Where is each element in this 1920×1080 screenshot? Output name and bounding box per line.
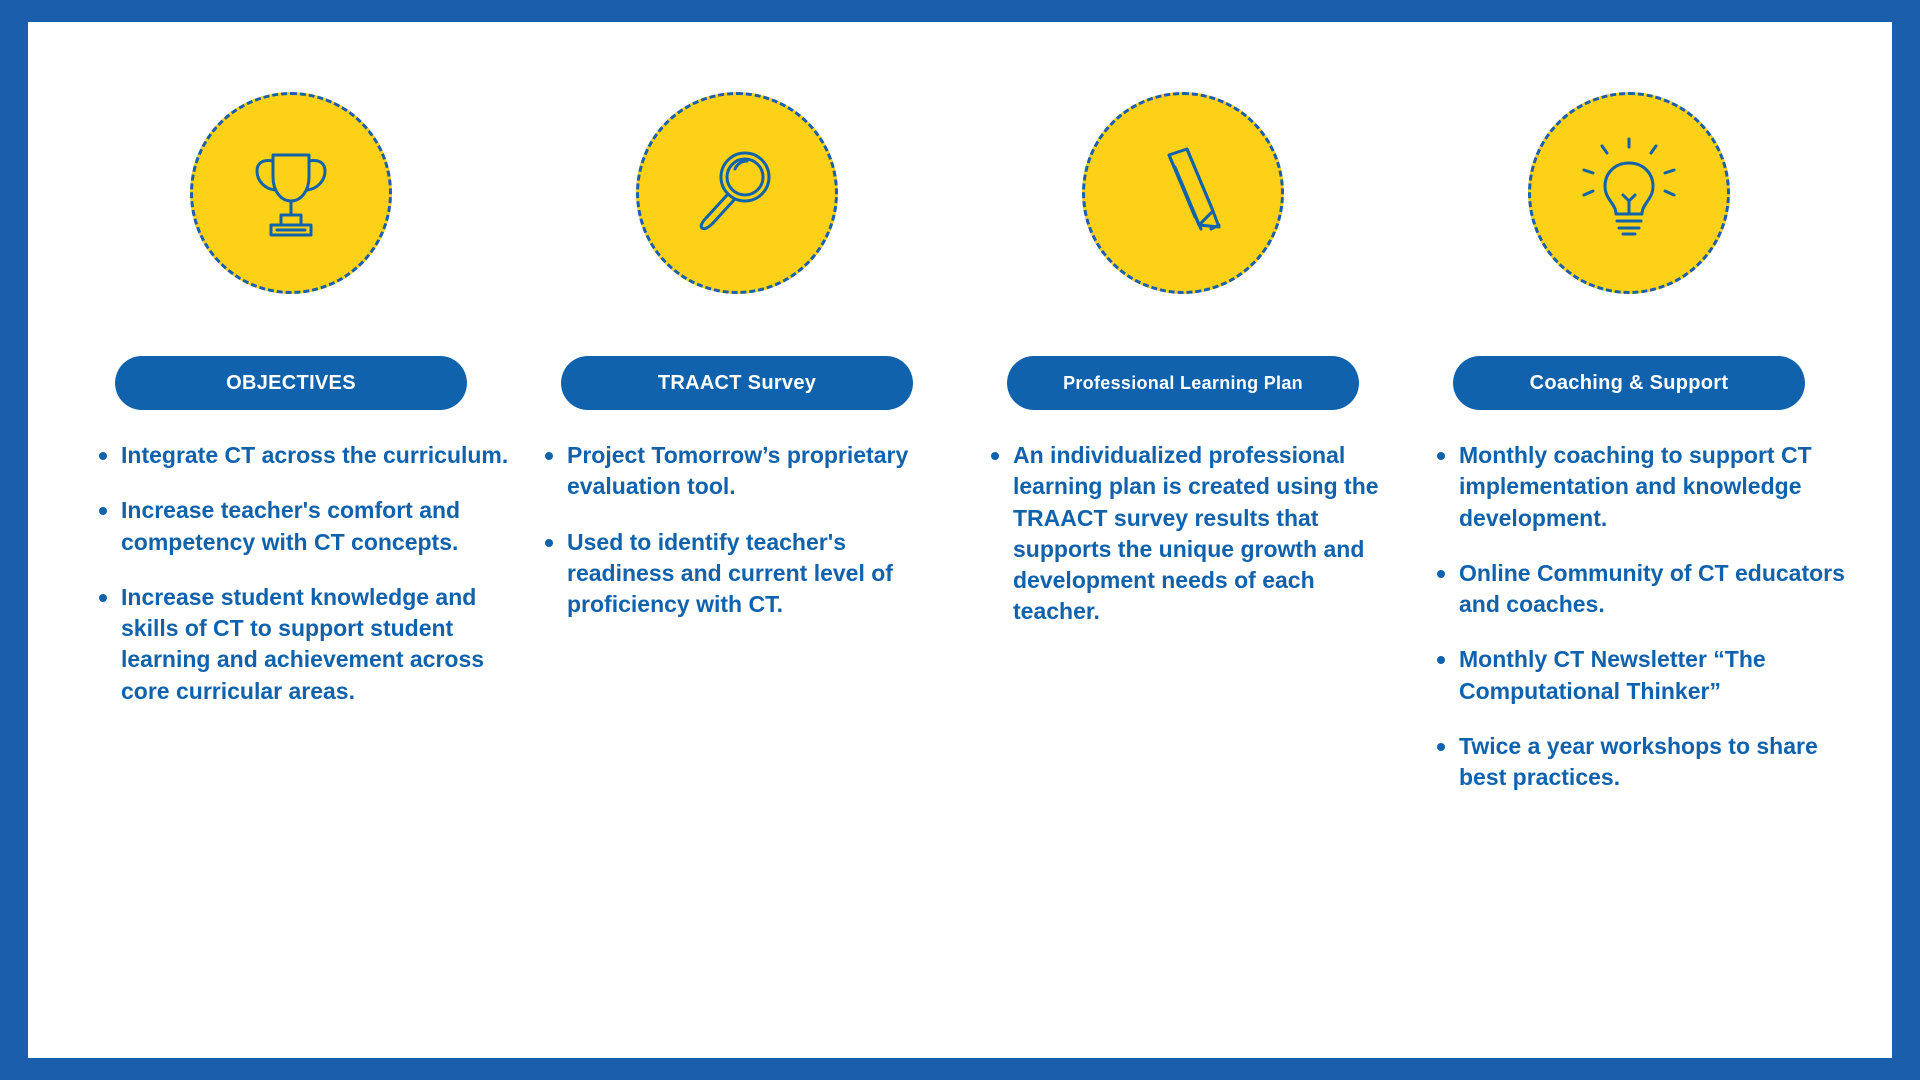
- column-objectives: [68, 92, 514, 1038]
- points-list-professional-learning-plan: [965, 440, 1401, 652]
- column-coaching-support: [1406, 92, 1852, 1038]
- columns-container: [28, 22, 1892, 1058]
- list-item: Monthly CT Newsletter “The Computational Thinker”: [1437, 644, 1847, 707]
- points-list-objectives: [73, 440, 509, 731]
- magnifier-icon: [636, 92, 838, 294]
- points-list-coaching-support: [1411, 440, 1847, 817]
- column-title-objectives: OBJECTIVES: [115, 356, 467, 410]
- list-item: Used to identify teacher's readiness and current level of proficiency with CT.: [545, 527, 955, 621]
- column-title-coaching-support: Coaching & Support: [1453, 356, 1805, 410]
- pencil-icon: [1082, 92, 1284, 294]
- column-traact-survey: [514, 92, 960, 1038]
- list-item: Integrate CT across the curriculum.: [99, 440, 509, 471]
- list-item: Increase student knowledge and skills of CT to support student learning and achievement across core curricular areas.: [99, 582, 509, 707]
- list-item: Increase teacher's comfort and competency with CT concepts.: [99, 495, 509, 558]
- list-item: Project Tomorrow’s proprietary evaluation tool.: [545, 440, 955, 503]
- list-item: An individualized professional learning plan is created using the TRAACT survey results that supports the unique growth and development needs of each teacher.: [991, 440, 1401, 628]
- list-item: Monthly coaching to support CT implementation and knowledge development.: [1437, 440, 1847, 534]
- lightbulb-icon: [1528, 92, 1730, 294]
- column-title-professional-learning-plan: Professional Learning Plan: [1007, 356, 1359, 410]
- column-title-traact-survey: TRAACT Survey: [561, 356, 913, 410]
- list-item: Online Community of CT educators and coaches.: [1437, 558, 1847, 621]
- trophy-icon: [190, 92, 392, 294]
- slide-canvas: [28, 22, 1892, 1058]
- column-professional-learning-plan: [960, 92, 1406, 1038]
- points-list-traact-survey: [519, 440, 955, 644]
- list-item: Twice a year workshops to share best practices.: [1437, 731, 1847, 794]
